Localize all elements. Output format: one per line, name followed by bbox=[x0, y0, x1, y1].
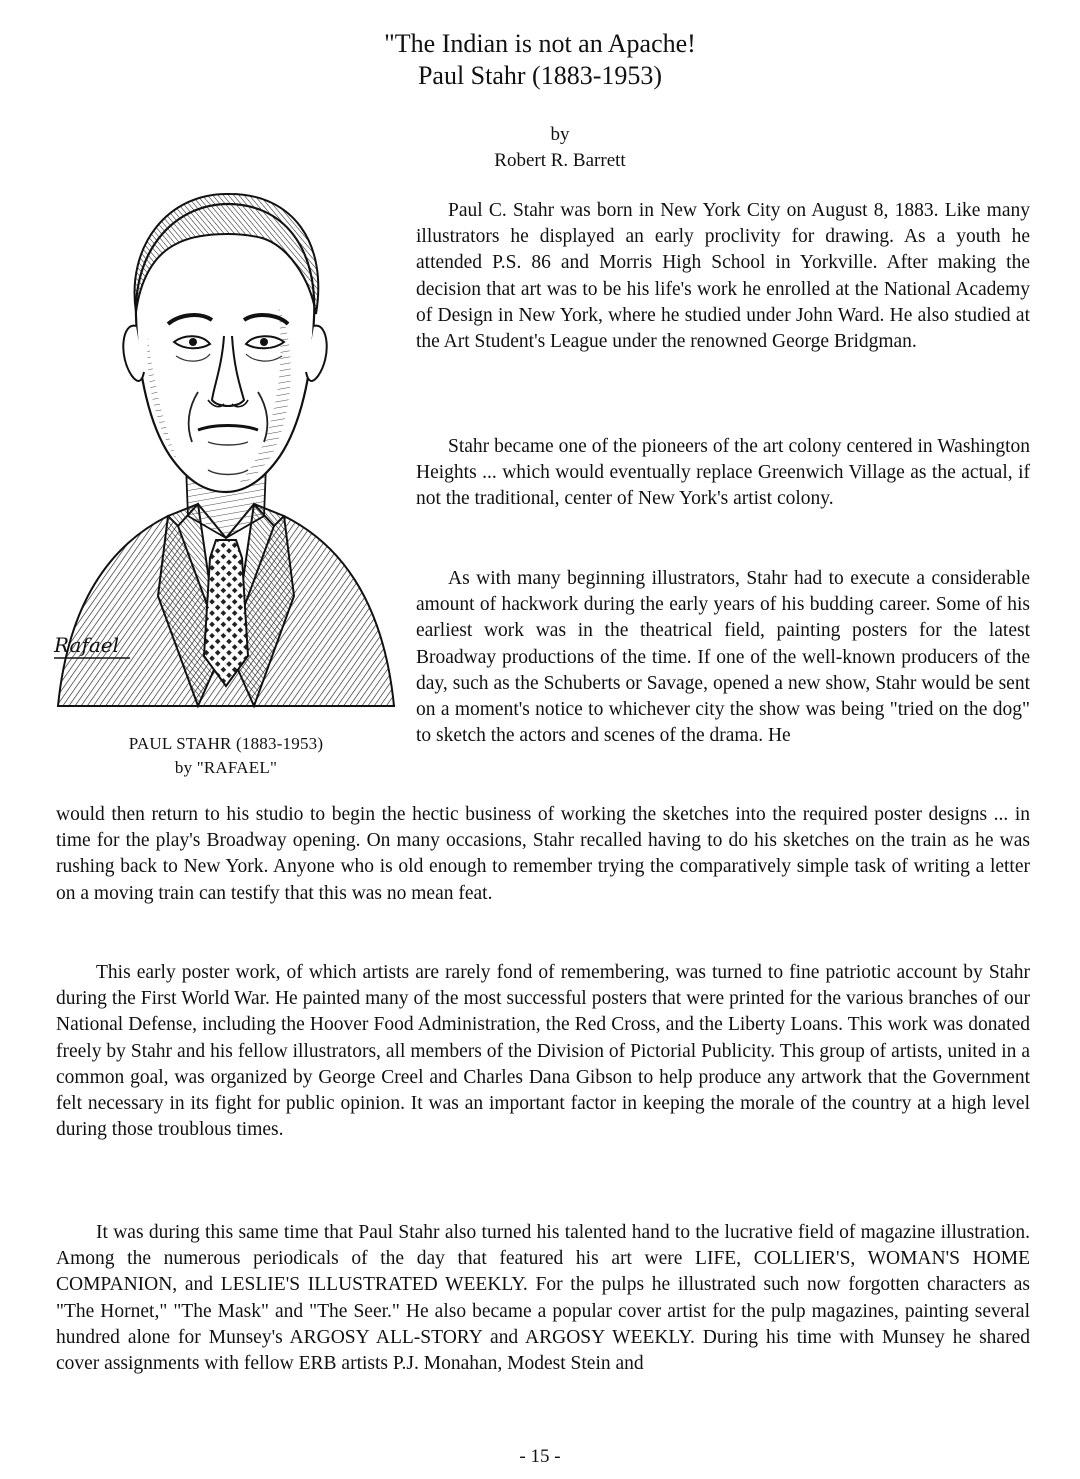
signature-mark: Rafael bbox=[54, 633, 119, 657]
byline bbox=[380, 122, 740, 174]
paragraph-2: Stahr became one of the pioneers of the art colony centered in Washington Heights ... which would eventually replace Greenwich Village as the actual, if not the traditional, center of New York's artist colony. bbox=[416, 436, 1030, 510]
paragraph-5: It was during this same time that Paul Stahr also turned his talented hand to the lucrative field of magazine illustration. Among the numerous periodicals of the day that featured his art were LIFE, COLLIER'S, WOMAN'S HOME COMPANION, and LESLIE'S ILLUSTRATED WEEKLY. For the pulps he illustrated such now forgotten characters as "The Hornet," "The Mask" and "The Seer." He also became a popular cover artist for the pulp magazines, painting several hundred alone for Munsey's ARGOSY ALL-STORY and ARGOSY WEEKLY. During his time with Munsey he shared cover assignments with fellow ERB artists P.J. Monahan, Modest Stein and bbox=[56, 1222, 1030, 1375]
byline-by: by bbox=[550, 124, 570, 145]
article-subtitle: Paul Stahr (1883-1953) bbox=[417, 61, 663, 90]
portrait-illustration bbox=[48, 186, 404, 716]
page-number: - 15 - bbox=[519, 1446, 561, 1467]
paragraph-1: Paul C. Stahr was born in New York City on August 8, 1883. Like many illustrators he displayed an early proclivity for drawing. As a youth he attended P.S. 86 and Morris High School in Yorkville. After making the decision that art was to be his life's work he enrolled at the National Academy of Design in New York, where he studied under John Ward. He also studied at the Art Student's League under the renowned George Bridgman. bbox=[416, 200, 1030, 353]
paragraph-3-continued: would then return to his studio to begin the hectic business of working the sketches into the required poster designs ... in time for the play's Broadway opening. On many occasions, Stahr recalled having to do his sketches on the train as he was rushing back to New York. Anyone who is old enough to remember trying the comparatively simple task of writing a letter on a moving train can testify that this was no mean feat. bbox=[56, 804, 1030, 904]
article-header bbox=[0, 28, 1080, 92]
byline-author: Robert R. Barrett bbox=[494, 150, 626, 171]
paragraph-3-top: As with many beginning illustrators, Stahr had to execute a considerable amount of hackwork during the early years of his budding career. Some of his earliest work was in the theatrical field, painting posters for the latest Broadway productions of the time. If one of the well-known producers of the day, such as the Schuberts or Savage, opened a new show, Stahr would be sent on a moment's notice to whichever city the show was being "tried on the dog" to sketch the actors and scenes of the drama. He bbox=[416, 568, 1030, 747]
article-title: "The Indian is not an Apache! bbox=[384, 29, 696, 58]
portrait-caption bbox=[48, 732, 404, 780]
paragraph-4: This early poster work, of which artists are rarely fond of remembering, was turned to fine patriotic account by Stahr during the First World War. He painted many of the most successful posters that were printed for the various branches of our National Defense, including the Hoover Food Administration, the Red Cross, and the Liberty Loans. This work was donated freely by Stahr and his fellow illustrators, all members of the Division of Pictorial Publicity. This group of artists, united in a common goal, was organized by George Creel and Charles Dana Gibson to help produce any artwork that the Government felt necessary in its fight for public opinion. It was an important factor in keeping the morale of the country at a high level during those troublous times. bbox=[56, 962, 1030, 1141]
portrait-drawing bbox=[48, 186, 404, 716]
caption-line-2: by "RAFAEL" bbox=[174, 758, 278, 777]
caption-line-1: PAUL STAHR (1883-1953) bbox=[128, 734, 324, 753]
